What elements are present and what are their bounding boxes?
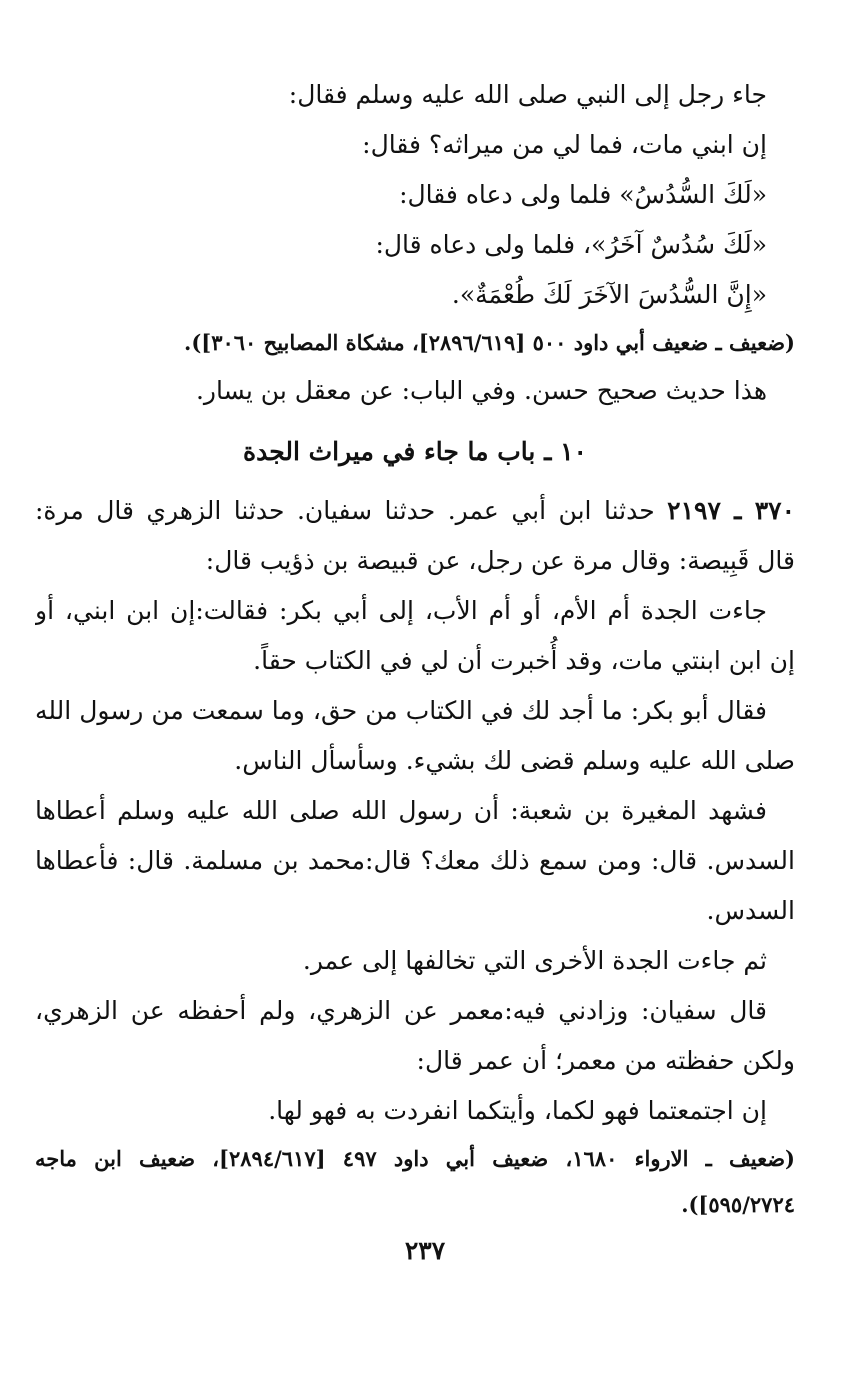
page-body <box>35 70 795 1228</box>
grading-note: (ضعيف ـ ضعيف أبي داود ٥٠٠ [٢٨٩٦/٦١٩]، مشكاة المصابيح ٣٠٦٠]). <box>184 330 795 355</box>
tirmidhi-comment: هذا حديث صحيح حسن. وفي الباب: عن معقل بن يسار. <box>195 376 767 405</box>
text-line: السدس. قال: ومن سمع ذلك معك؟ قال:محمد بن مسلمة. قال: فأعطاها <box>35 846 795 875</box>
text-line: إن اجتمعتما فهو لكما، وأيتكما انفردت به فهو لها. <box>268 1096 767 1125</box>
isnad-text: حدثنا ابن أبي عمر. حدثنا سفيان. حدثنا الزهري قال مرة: <box>35 496 655 525</box>
text-line: فقال أبو بكر: ما أجد لك في الكتاب من حق، وما سمعت من رسول الله <box>35 696 767 725</box>
chapter-heading: ١٠ ـ باب ما جاء في ميراث الجدة <box>243 437 587 466</box>
grading-note: (ضعيف ـ الارواء ١٦٨٠، ضعيف أبي داود ٤٩٧ [٢٨٩٤/٦١٧]، ضعيف ابن ماجه <box>35 1146 795 1171</box>
quote-line: «لَكَ سُدُسٌ آخَرُ»، فلما ولى دعاه قال: <box>375 230 767 259</box>
text-line: فشهد المغيرة بن شعبة: أن رسول الله صلى الله عليه وسلم أعطاها <box>35 796 767 825</box>
text-line: إن ابن ابنتي مات، وقد أُخبرت أن لي في الكتاب حقاً. <box>253 646 795 675</box>
text-line: قال سفيان: وزادني فيه:معمر عن الزهري، ولم أحفظه عن الزهري، <box>35 996 767 1025</box>
text-line: جاء رجل إلى النبي صلى الله عليه وسلم فقال: <box>288 80 767 109</box>
text-line: إن ابني مات، فما لي من ميراثه؟ فقال: <box>362 130 767 159</box>
isnad-line: قال قَبِيصة: وقال مرة عن رجل، عن قبيصة بن ذؤيب قال: <box>205 546 795 575</box>
hadith-number: ٣٧٠ ـ ٢١٩٧ <box>667 496 795 525</box>
isnad-line <box>35 486 795 536</box>
text-line: صلى الله عليه وسلم قضى لك بشيء. وسأسأل الناس. <box>234 746 795 775</box>
quote-line: «إِنَّ السُّدُسَ الآخَرَ لَكَ طُعْمَةٌ». <box>451 280 767 309</box>
text-line: جاءت الجدة أم الأم، أو أم الأب، إلى أبي بكر: فقالت:إن ابن ابني، أو <box>35 596 767 625</box>
page-number: ٢٣٧ <box>404 1236 446 1265</box>
text-line: السدس. <box>706 896 795 925</box>
text-line: ولكن حفظته من معمر؛ أن عمر قال: <box>416 1046 795 1075</box>
quote-line: «لَكَ السُّدُسُ» فلما ولى دعاه فقال: <box>399 180 767 209</box>
text-line: ثم جاءت الجدة الأخرى التي تخالفها إلى عمر. <box>302 946 767 975</box>
grading-note: ٥٩٥/٢٧٢٤]). <box>681 1192 795 1217</box>
